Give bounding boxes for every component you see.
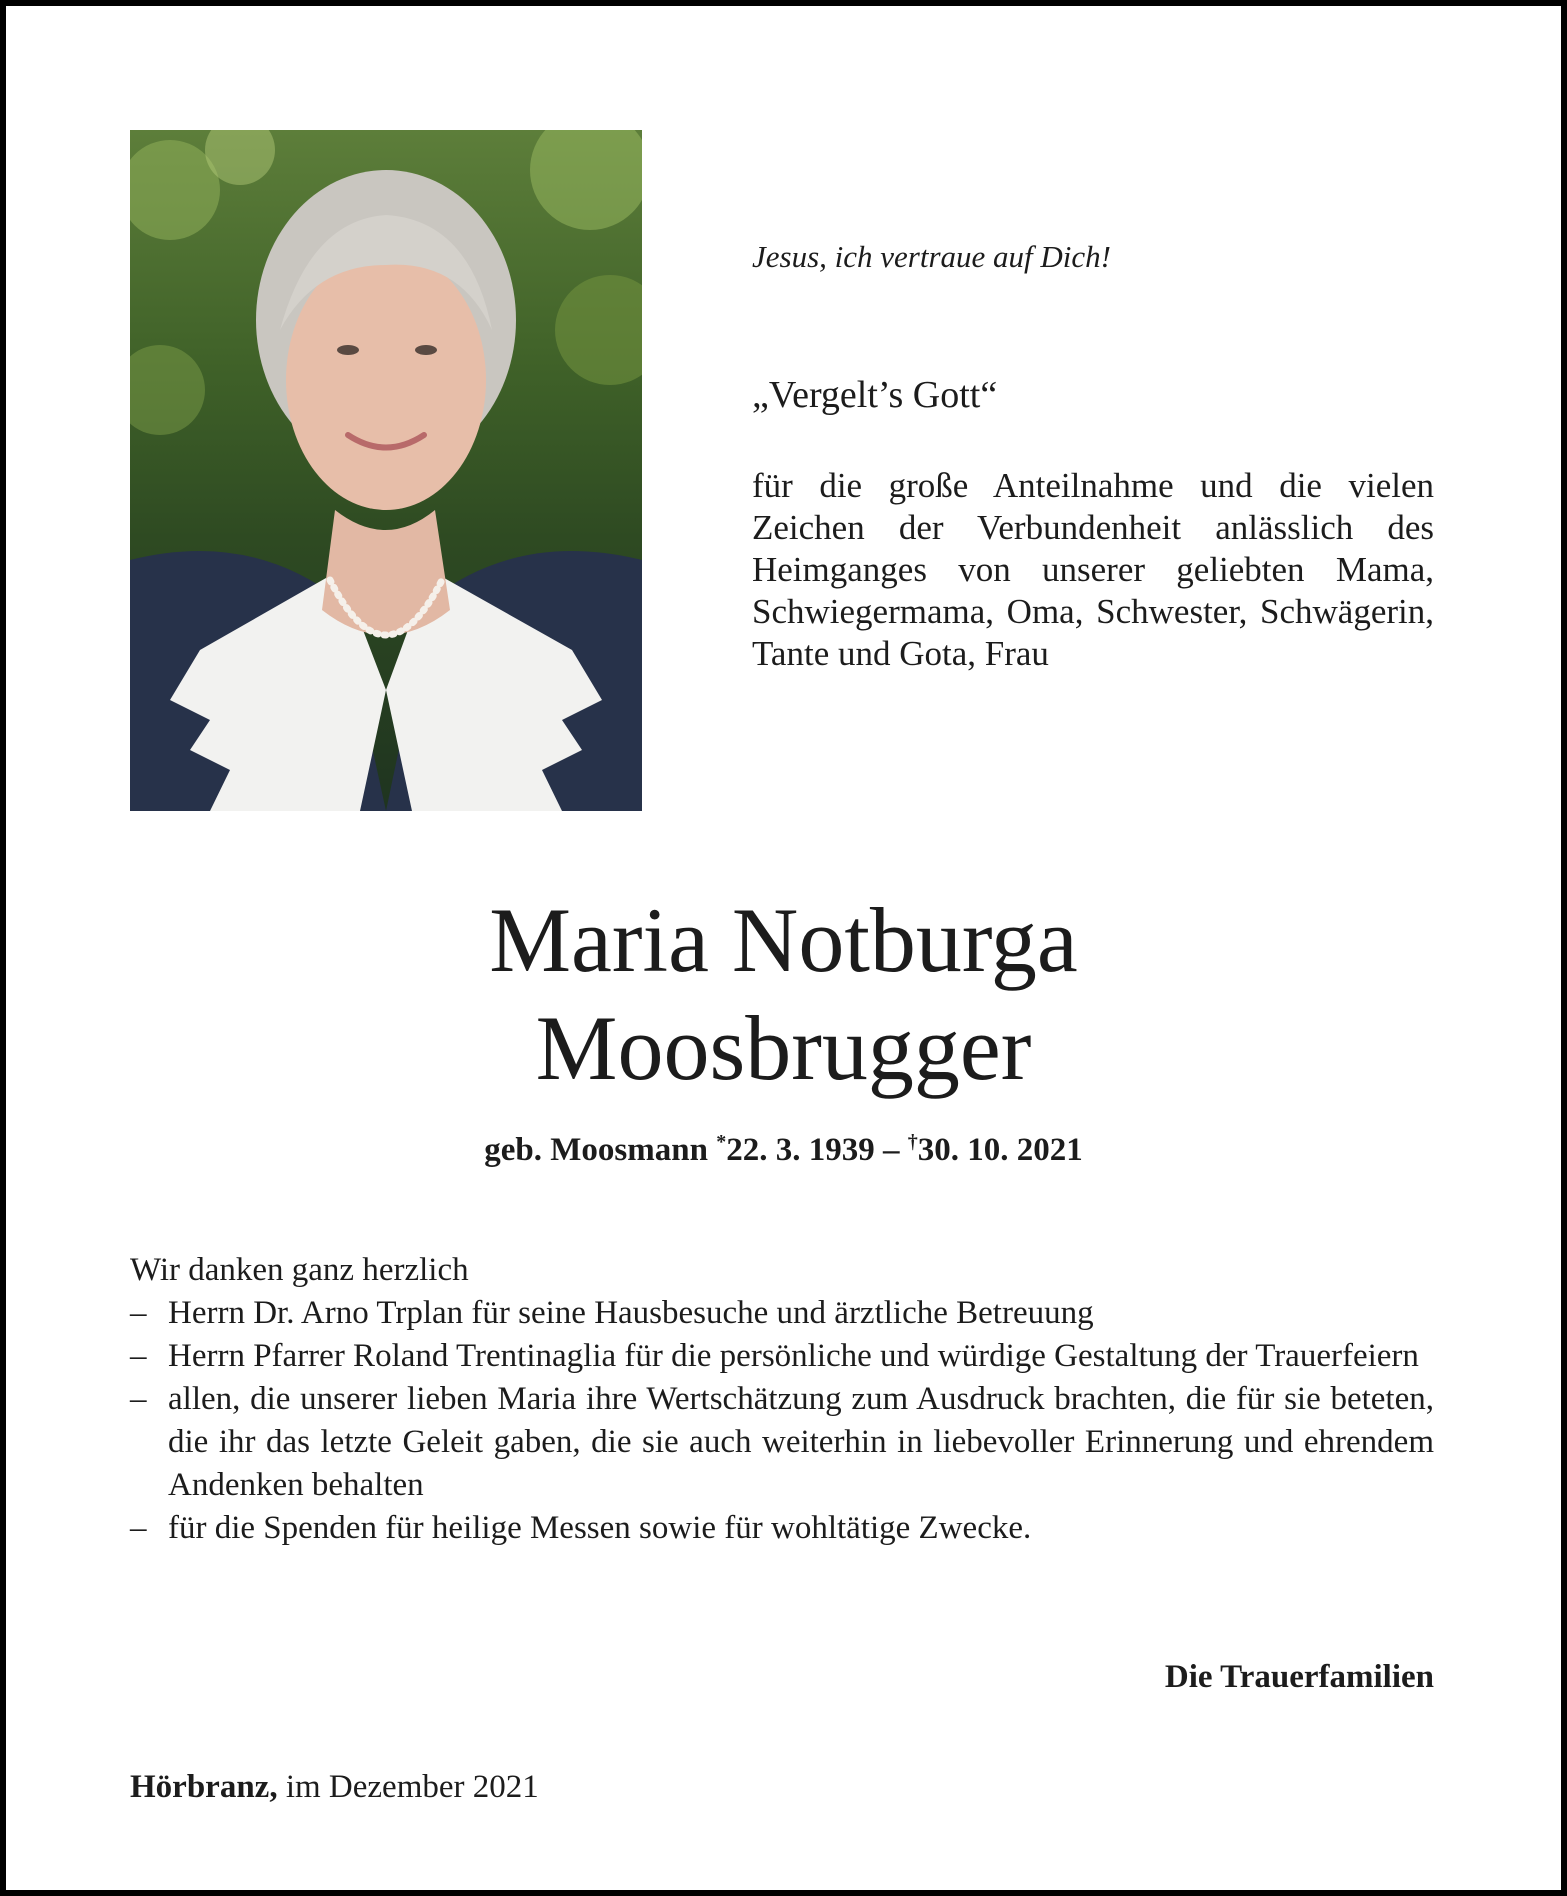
gratitude-list <box>130 1292 1434 1550</box>
date-separator: – <box>882 1132 900 1168</box>
birth-symbol: * <box>716 1131 727 1153</box>
place-date <box>130 1769 539 1806</box>
signature: Die Trauerfamilien <box>1164 1659 1434 1695</box>
gratitude-item: – allen, die unserer lieben Maria ihre Wertschätzung zum Ausdruck brachten, die für sie beteten, die ihr das letzte Geleit gaben, die sie auch weiterhin in liebevoller Erinnerung und ehrendem Andenken behalten <box>130 1378 1434 1507</box>
motto: Jesus, ich vertraue auf Dich! <box>752 239 1111 274</box>
life-dates <box>6 1131 1561 1169</box>
deceased-name-line2: Moosbrugger <box>535 997 1032 1099</box>
place-town: Hörbranz, <box>130 1769 278 1805</box>
gratitude-item: – Herrn Dr. Arno Trplan für seine Hausbesuche und ärztliche Betreuung <box>130 1292 1434 1335</box>
deceased-name-line1: Maria Notburga <box>489 889 1078 991</box>
gratitude-item: – Herrn Pfarrer Roland Trentinaglia für die persönliche und würdige Gestaltung der Trauerfeiern <box>130 1335 1434 1378</box>
thanks-heading: „Vergelt’s Gott“ <box>752 374 998 416</box>
birth-name: geb. Moosmann <box>484 1132 708 1168</box>
portrait-photo <box>130 130 642 811</box>
obituary-page <box>6 6 1561 1890</box>
death-date: 30. 10. 2021 <box>917 1132 1083 1168</box>
gratitude-lead: Wir danken ganz herzlich <box>130 1252 469 1288</box>
gratitude-item: – für die Spenden für heilige Messen sowie für wohltätige Zwecke. <box>130 1507 1434 1550</box>
death-symbol: † <box>907 1131 918 1153</box>
gratitude-section <box>130 1249 1434 1550</box>
place-date-text: im Dezember 2021 <box>285 1769 539 1805</box>
intro-text: für die große Anteilnahme und die vielen Zeichen der Verbundenheit anlässlich des Heimganges von unserer geliebten Mama, Schwiegermama, Oma, Schwester, Schwägerin, Tante und Gota, Frau <box>752 466 1434 673</box>
birth-date: 22. 3. 1939 <box>726 1132 875 1168</box>
portrait-illustration <box>130 130 642 811</box>
